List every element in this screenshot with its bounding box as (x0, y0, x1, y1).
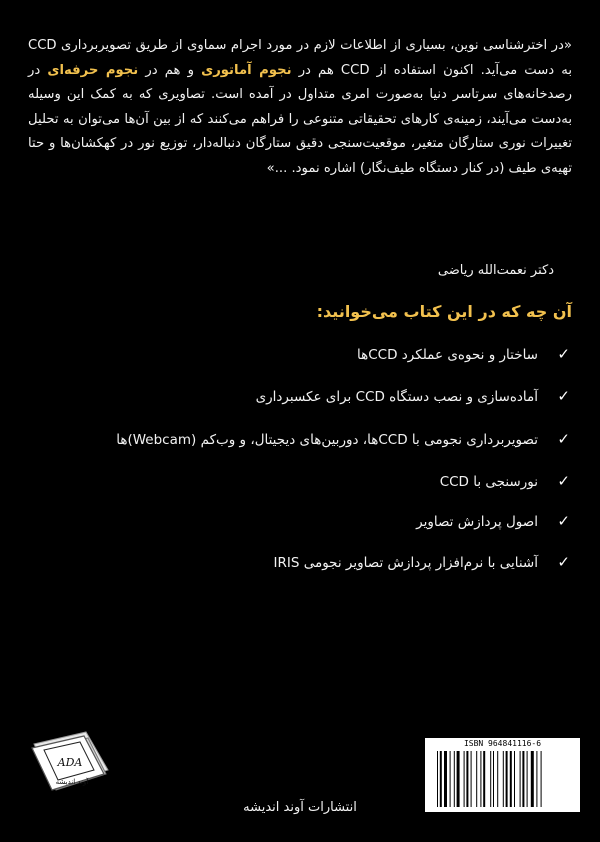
check-icon: ✓ (557, 472, 570, 490)
list-item (116, 430, 570, 448)
back-cover-quote (28, 34, 572, 181)
list-item-label: آشنایی با نرم‌افزار پردازش تصاویر نجومی IRIS (273, 555, 538, 571)
quote-text-3: در رصدخانه‌های سرتاسر دنیا به‌صورت امری متداول در آمده است. تصاویری که به کمک این وسیله به‌دست می‌آیند، زمینه‌ی کارهای تحقیقاتی متنوعی را فراهم می‌کنند که از بین آن‌ها می‌توان به تحلیل تغییرات نوری ستارگان متغیر، موقعیت‌سنجی دقیق ستارگان دنباله‌دار، توزیع نور در کهکشان‌ها و حتا تهیه‌ی طیف (در کنار دستگاه طیف‌نگار) اشاره نمود. ...» (28, 62, 572, 176)
check-icon: ✓ (557, 553, 570, 571)
quote-author: دکتر نعمت‌الله ریاضی (437, 263, 554, 278)
quote-text-2: و هم در (138, 62, 202, 78)
check-icon: ✓ (557, 345, 570, 363)
check-icon: ✓ (557, 430, 570, 448)
quote-highlight-amateur: نجوم آماتوری (201, 62, 292, 78)
check-icon: ✓ (557, 387, 570, 405)
publisher-logo (28, 728, 112, 794)
check-icon: ✓ (557, 512, 570, 530)
list-item-label: ساختار و نحوه‌ی عملکرد CCDها (357, 347, 538, 363)
logo-name: آوند اندیشه (55, 778, 89, 786)
publisher-name: انتشارات آوند اندیشه (243, 800, 357, 815)
isbn-label: ISBN 964841116-6 (463, 739, 542, 748)
list-item (440, 472, 570, 490)
list-item (357, 345, 570, 363)
quote-text-1: «در اخترشناسی نوین، بسیاری از اطلاعات لازم در مورد اجرام سماوی از طریق تصویربرداری CCD به دست می‌آید. اکنون استفاده از CCD هم در (28, 38, 572, 78)
list-item (416, 512, 570, 530)
contents-heading: آن چه که در این کتاب می‌خوانید: (316, 302, 572, 321)
list-item (274, 553, 571, 571)
logo-mark: ADA (57, 756, 83, 769)
list-item-label: آماده‌سازی و نصب دستگاه CCD برای عکسبرداری (255, 389, 538, 405)
list-item-label: نورسنجی با CCD (439, 474, 538, 490)
list-item-label: تصویربرداری نجومی با CCDها، دوربین‌های دیجیتال، و وب‌کم (Webcam)ها (116, 432, 538, 448)
list-item-label: اصول پردازش تصاویر (416, 514, 538, 530)
quote-highlight-professional: نجوم حرفه‌ای (47, 62, 139, 78)
list-item (256, 387, 570, 405)
